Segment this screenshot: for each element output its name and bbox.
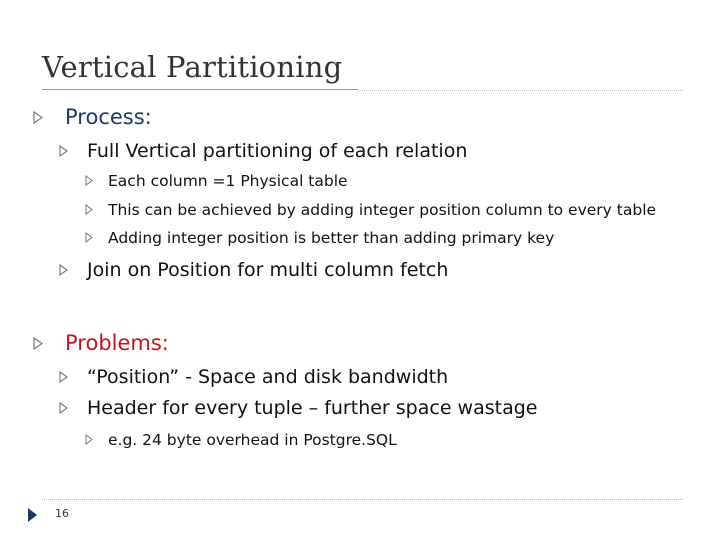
slide-title: Vertical Partitioning [42,50,343,84]
page-number: 16 [55,507,69,520]
footer-divider [42,499,683,500]
arrow-icon [85,431,93,449]
arrow-icon [85,172,93,190]
title-divider [358,90,683,91]
list-item: This can be achieved by adding integer position column to every table [108,201,656,219]
section-problems-heading: Problems: [65,331,169,355]
arrow-icon [33,331,43,355]
title-underline [42,89,358,90]
section-process-heading: Process: [65,105,152,129]
arrow-icon [59,366,68,388]
page-marker-icon [28,507,37,526]
list-item: Join on Position for multi column fetch [87,259,448,281]
list-item: “Position” - Space and disk bandwidth [87,366,448,388]
arrow-icon [59,140,68,162]
list-item: Each column =1 Physical table [108,172,348,190]
arrow-icon [85,201,93,219]
arrow-icon [33,105,43,129]
list-item: Header for every tuple – further space wastage [87,397,537,419]
arrow-icon [59,259,68,281]
arrow-icon [85,229,93,247]
list-item: Full Vertical partitioning of each relation [87,140,467,162]
arrow-icon [59,397,68,419]
list-item: Adding integer position is better than adding primary key [108,229,554,247]
list-item: e.g. 24 byte overhead in Postgre.SQL [108,431,397,449]
